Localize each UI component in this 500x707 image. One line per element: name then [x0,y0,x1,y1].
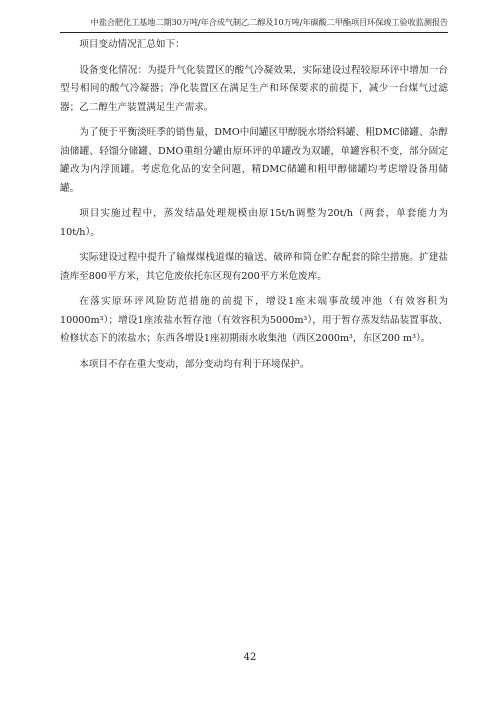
paragraph-conclusion: 本项目不存在重大变动，部分变动均有利于环境保护。 [79,358,310,370]
document-body [60,36,448,374]
paragraph-tank-changes: 为了便于平衡淡旺季的销售量，DMO中间罐区甲醇脱水塔给料罐、粗DMC储罐、杂醇油储罐、轻馏分储罐、DMO重组分罐由原环评的单罐改为双罐，单罐容积不变，部分固定罐改为内浮顶罐。考虑危化品的安全问题，精DMC储罐和粗甲醇储罐均考虑增设备用储罐。 [60,127,448,194]
paragraph-equipment-changes: 设备变化情况：为提升气化装置区的酸气冷凝效果，实际建设过程较原环评中增加一台型号相同的酸气冷凝器；净化装置区在满足生产和环保要求的前提下，减少一台煤气过滤器；乙二醇生产装置满足生产需求。 [60,64,448,113]
paragraph-dust-and-waste: 实际建设过程中提升了输煤煤栈道煤的输送、破碎和筒仓贮存配套的除尘措施。扩建盐渣库至800平方米，其它危废依托东区现有200平方米危废库。 [60,252,448,282]
paragraph-evaporation-capacity: 项目实施过程中，蒸发结晶处理规模由原15t/h调整为20t/h（两套，单套能力为10t/h）。 [60,208,448,238]
page-number: 42 [243,652,257,663]
page-header: 中盐合肥化工基地二期30万吨/年合成气制乙二醇及10万吨/年碳酸二甲酯项目环保竣工验收监测报告 [90,17,448,27]
paragraph-risk-prevention: 在落实原环评风险防范措施的前提下，增设1座末端事故缓冲池（有效容积为10000m³）；增设1座浓盐水暂存池（有效容积为5000m³），用于暂存蒸发结晶装置事故、检修状态下的浓盐水；东西各增设1座初期雨水收集池（西区2000m³，东区200 m³）。 [60,296,448,344]
header-divider [60,32,448,33]
paragraph-summary-intro: 项目变动情况汇总如下： [79,39,185,50]
